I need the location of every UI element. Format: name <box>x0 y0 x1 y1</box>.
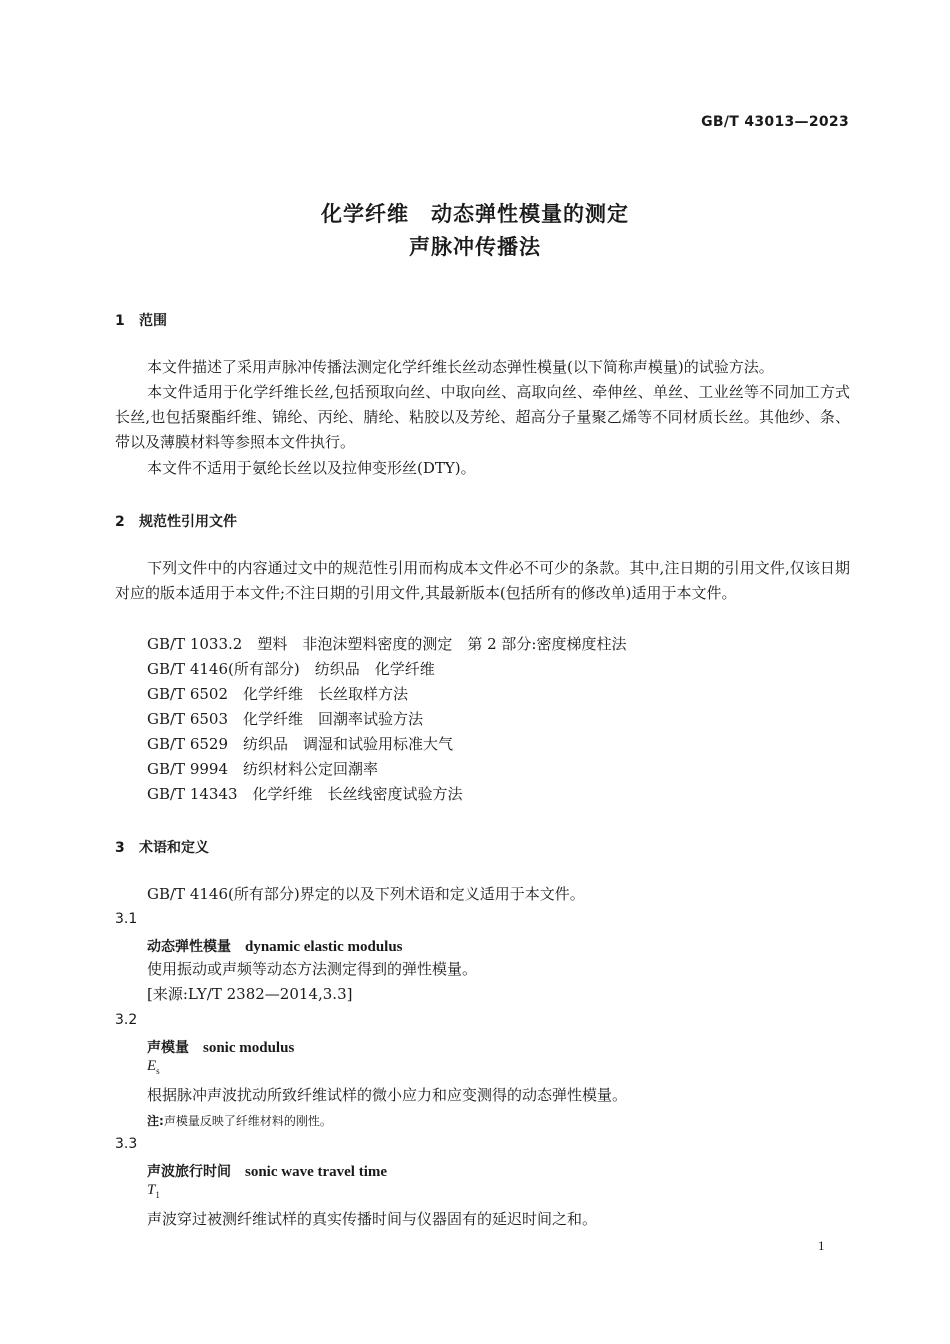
reference-item: GB/T 1033.2 塑料 非泡沫塑料密度的测定 第 2 部分:密度梯度柱法 <box>147 635 627 653</box>
reference-item: GB/T 14343 化学纤维 长丝线密度试验方法 <box>147 785 463 803</box>
section-number: 2 <box>115 514 125 530</box>
page-number: 1 <box>818 1238 825 1253</box>
section-heading-scope <box>115 310 167 330</box>
note-text: 声模量反映了纤维材料的刚性。 <box>163 1114 332 1128</box>
term-symbol: $T_1$ <box>147 1182 160 1200</box>
term-note <box>147 1112 332 1129</box>
paragraph: 本文件描述了采用声脉冲传播法测定化学纤维长丝动态弹性模量(以下简称声模量)的试验方法。 <box>147 358 774 376</box>
term-symbol: $E_s$ <box>147 1058 160 1076</box>
section-heading-normative-references <box>115 511 237 531</box>
reference-item: GB/T 4146(所有部分) 纺织品 化学纤维 <box>147 660 435 678</box>
term-entry <box>147 1161 387 1181</box>
standard-number: GB/T 43013—2023 <box>701 114 849 130</box>
reference-item: GB/T 6529 纺织品 调湿和试验用标准大气 <box>147 735 454 753</box>
term-source: [来源:LY/T 2382—2014,3.3] <box>147 985 353 1003</box>
note-label: 注: <box>147 1114 164 1128</box>
reference-item: GB/T 6503 化学纤维 回潮率试验方法 <box>147 710 424 728</box>
term-en: sonic modulus <box>203 1040 295 1056</box>
paragraph <box>115 380 850 455</box>
term-zh: 动态弹性模量 <box>147 939 231 955</box>
document-title-line1: 化学纤维 动态弹性模量的测定 <box>321 202 629 226</box>
section-number: 1 <box>115 313 125 329</box>
term-definition: 使用振动或声频等动态方法测定得到的弹性模量。 <box>147 960 478 978</box>
document-title-line2: 声脉冲传播法 <box>409 235 541 259</box>
paragraph-text: 本文件适用于化学纤维长丝,包括预取向丝、中取向丝、高取向丝、牵伸丝、单丝、工业丝等不同加工方式长丝,也包括聚酯纤维、锦纶、丙纶、腈纶、粘胶以及芳纶、超高分子量聚乙烯等不同材质长丝。其他纱、条、带以及薄膜材料等参照本文件执行。 <box>115 383 850 451</box>
term-en: sonic wave travel time <box>245 1164 388 1180</box>
section-title: 规范性引用文件 <box>139 514 237 530</box>
section-number: 3 <box>115 840 125 856</box>
clause-number: 3.1 <box>115 911 138 927</box>
paragraph: GB/T 4146(所有部分)界定的以及下列术语和定义适用于本文件。 <box>147 885 585 903</box>
term-zh: 声模量 <box>147 1040 189 1056</box>
paragraph-text: 下列文件中的内容通过文中的规范性引用而构成本文件必不可少的条款。其中,注日期的引用文件,仅该日期对应的版本适用于本文件;不注日期的引用文件,其最新版本(包括所有的修改单)适用于本文件。 <box>115 559 850 602</box>
clause-number: 3.2 <box>115 1012 138 1028</box>
reference-item: GB/T 6502 化学纤维 长丝取样方法 <box>147 685 409 703</box>
term-entry <box>147 1037 294 1057</box>
term-definition: 声波穿过被测纤维试样的真实传播时间与仪器固有的延迟时间之和。 <box>147 1210 598 1228</box>
section-heading-terms <box>115 837 209 857</box>
term-en: dynamic elastic modulus <box>245 939 403 955</box>
term-entry <box>147 936 403 956</box>
term-definition: 根据脉冲声波扰动所致纤维试样的微小应力和应变测得的动态弹性模量。 <box>147 1086 628 1104</box>
paragraph <box>115 556 850 606</box>
term-zh: 声波旅行时间 <box>147 1164 231 1180</box>
reference-item: GB/T 9994 纺织材料公定回潮率 <box>147 760 379 778</box>
clause-number: 3.3 <box>115 1136 138 1152</box>
section-title: 范围 <box>139 313 167 329</box>
section-title: 术语和定义 <box>139 840 209 856</box>
paragraph: 本文件不适用于氨纶长丝以及拉伸变形丝(DTY)。 <box>147 459 476 477</box>
